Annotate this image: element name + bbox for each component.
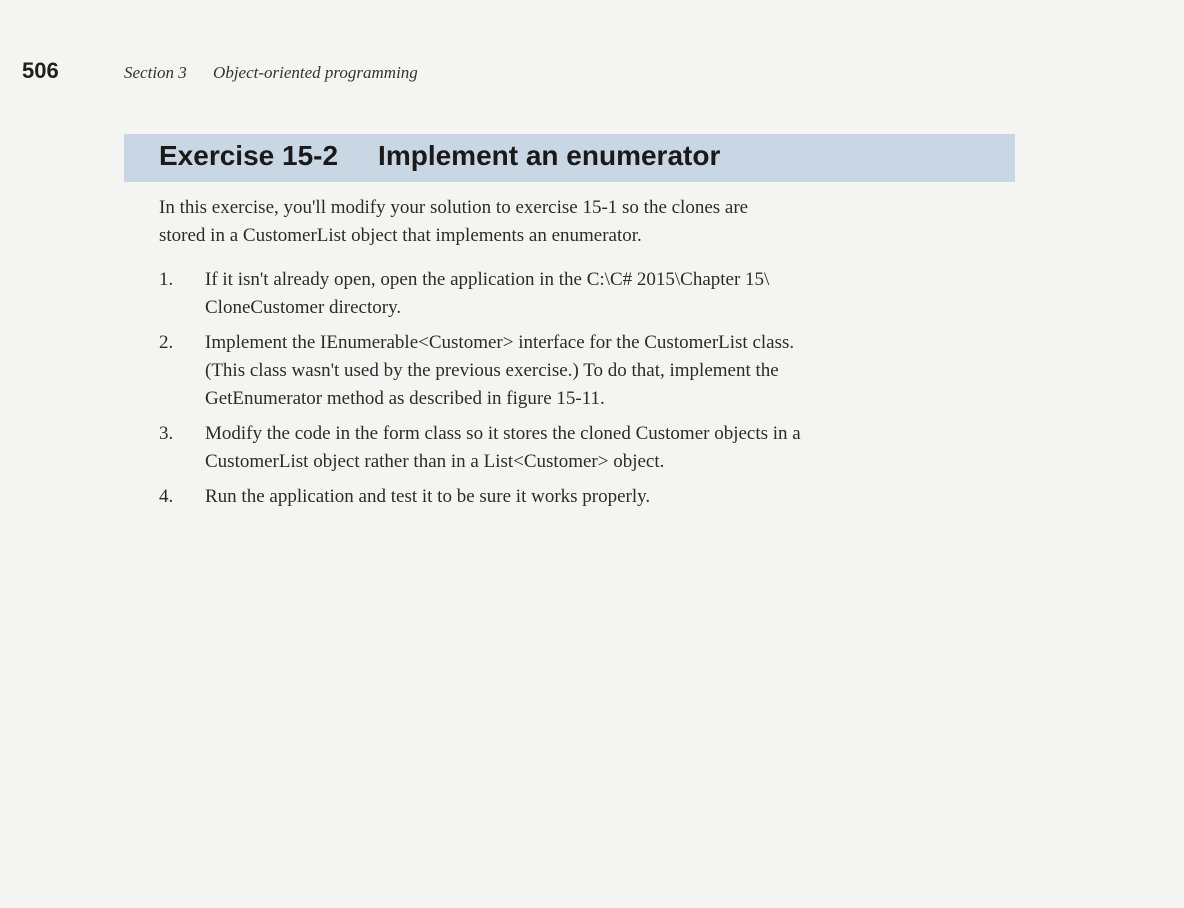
intro-line: In this exercise, you'll modify your solution to exercise 15-1 so the clones are bbox=[159, 197, 749, 218]
step-number: 1. bbox=[159, 269, 174, 290]
section-label: Section 3 bbox=[124, 63, 187, 82]
step-text: GetEnumerator method as described in figure 15-11. bbox=[205, 388, 605, 409]
step-text: If it isn't already open, open the application in the C:\C# 2015\Chapter 15\ bbox=[205, 269, 770, 290]
step-text: CustomerList object rather than in a List<Customer> object. bbox=[205, 451, 665, 472]
step-number: 4. bbox=[159, 486, 174, 507]
exercise-title-band bbox=[124, 134, 1015, 182]
exercise-number: Exercise 15-2 bbox=[159, 140, 339, 171]
exercise-title: Implement an enumerator bbox=[378, 140, 721, 171]
step-text: CloneCustomer directory. bbox=[205, 297, 402, 318]
section-title: Object-oriented programming bbox=[213, 63, 418, 82]
step-text: Modify the code in the form class so it stores the cloned Customer objects in a bbox=[205, 423, 801, 444]
page-number: 506 bbox=[22, 58, 59, 83]
exercise-heading bbox=[159, 140, 720, 172]
step-text: Run the application and test it to be sure it works properly. bbox=[205, 486, 651, 507]
step-item bbox=[159, 329, 1019, 413]
step-number: 2. bbox=[159, 332, 174, 353]
intro-line: stored in a CustomerList object that implements an enumerator. bbox=[159, 225, 642, 246]
exercise-intro bbox=[159, 194, 979, 250]
running-head bbox=[124, 63, 418, 83]
step-number: 3. bbox=[159, 423, 174, 444]
step-text: Implement the IEnumerable<Customer> interface for the CustomerList class. bbox=[205, 332, 795, 353]
step-item bbox=[159, 266, 1019, 322]
step-item bbox=[159, 420, 1019, 476]
step-item bbox=[159, 483, 1019, 511]
step-text: (This class wasn't used by the previous exercise.) To do that, implement the bbox=[205, 360, 779, 381]
step-list bbox=[159, 266, 1019, 518]
